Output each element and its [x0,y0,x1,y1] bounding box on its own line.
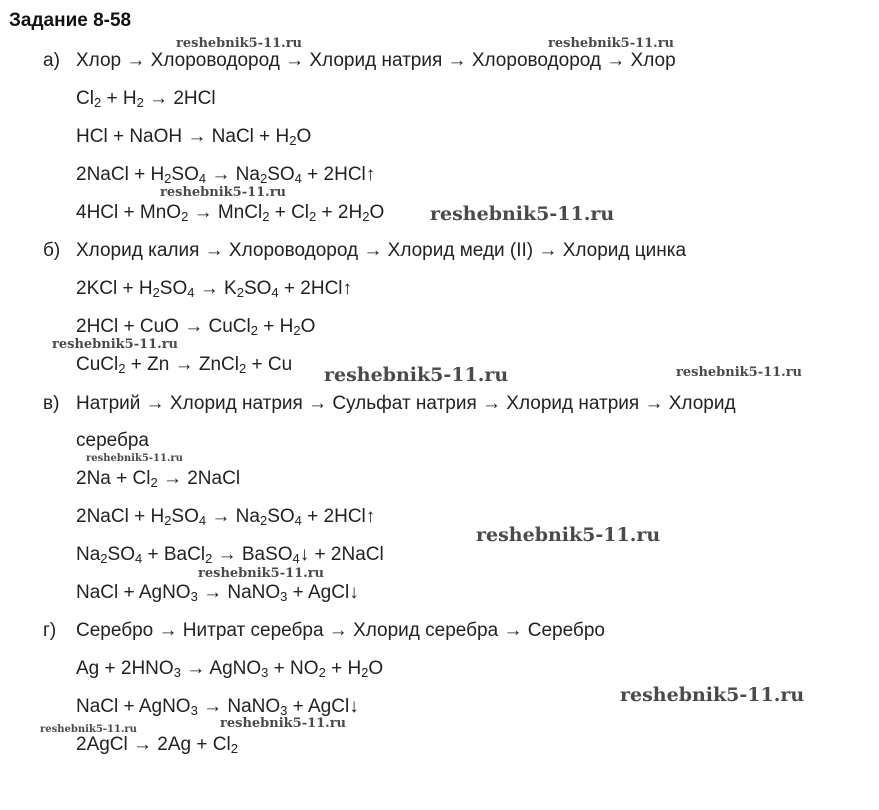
section-letter-g: г) [43,620,57,641]
formula-text: Ag + 2HNO [76,658,174,679]
formula-text: 2Na + Cl [76,468,151,489]
formula-text: Na [76,544,101,565]
subscript: 3 [173,665,181,680]
subscript: 3 [190,589,198,604]
formula-text: 2HCl + CuO → CuCl [76,316,251,337]
subscript: 2 [318,665,326,680]
subscript: 2 [118,361,126,376]
subscript: 2 [93,95,102,110]
formula-text: → 2HCl [143,88,216,109]
formula-text: 2KCl + H [76,278,153,299]
equation-line [76,354,292,376]
formula-text: O [368,658,384,679]
subscript: 2 [362,209,370,224]
formula-text: + 2HCl↑ [301,506,376,527]
formula-text: O [369,202,385,223]
equation-line [76,658,383,680]
equation-line [76,734,238,756]
subscript: 2 [238,361,247,376]
subscript: 3 [280,589,288,604]
watermark: reshebnik5-11.ru [86,453,183,464]
formula-text: HCl + NaOH → NaCl + H [76,126,290,147]
watermark: reshebnik5-11.ru [220,716,347,731]
subscript: 2 [309,209,317,224]
subscript: 3 [280,703,288,718]
formula-text: + Zn → ZnCl [125,354,239,375]
equation-line [76,582,359,604]
formula-text: + BaCl [142,544,206,565]
formula-text: SO [267,164,295,185]
formula-text: SO [159,278,188,299]
formula-text: → BaSO [212,544,293,565]
subscript: 2 [236,285,244,300]
watermark: reshebnik5-11.ru [476,524,661,546]
formula-text: 4HCl + MnO [76,202,182,223]
formula-text: → K [194,278,237,299]
subscript: 2 [152,285,160,300]
subscript: 4 [294,513,302,528]
formula-text: → 2NaCl [157,468,241,489]
section-letter-b: б) [43,240,61,261]
equation-line [76,506,375,528]
formula-text: SO [171,164,199,185]
equation-line [76,468,240,490]
section-v-chain: Натрий → Хлорид натрия → Сульфат натрия → Хлорид натрия → Хлорид [76,393,736,414]
formula-text: 2NaCl + H [76,164,165,185]
subscript: 4 [187,285,195,300]
formula-text: ↓ + 2NaCl [299,544,384,565]
section-letter-v: в) [43,393,60,414]
formula-text: + H [101,88,137,109]
formula-text: + 2HCl↑ [301,164,376,185]
subscript: 4 [292,551,300,566]
subscript: 2 [136,95,144,110]
formula-text: + Cl [269,202,310,223]
watermark: reshebnik5-11.ru [40,724,137,735]
task-title: Задание 8-58 [9,10,132,31]
formula-text: SO [171,506,199,527]
equation-line [76,126,311,148]
watermark: reshebnik5-11.ru [430,203,615,225]
formula-text: → AgNO [180,658,262,679]
section-a-chain: Хлор → Хлороводород → Хлорид натрия → Хлороводород → Хлор [76,50,676,71]
equation-line [76,316,315,338]
subscript: 2 [259,171,268,186]
formula-text: + AgCl↓ [287,582,359,603]
formula-text: O [300,316,316,337]
formula-text: SO [107,544,135,565]
watermark: reshebnik5-11.ru [548,36,675,51]
formula-text: + AgCl↓ [287,696,359,717]
subscript: 4 [198,513,207,528]
equation-line [76,202,384,224]
formula-text: NaCl + AgNO [76,696,191,717]
watermark: reshebnik5-11.ru [324,364,509,386]
subscript: 2 [164,513,172,528]
watermark: reshebnik5-11.ru [176,36,303,51]
formula-text: 2NaCl + H [76,506,165,527]
formula-text: SO [243,278,272,299]
subscript: 2 [262,209,270,224]
subscript: 2 [250,323,258,338]
formula-text: SO [267,506,295,527]
subscript: 2 [150,475,158,490]
section-b-chain: Хлорид калия → Хлороводород → Хлорид меди (II) → Хлорид цинка [76,240,687,261]
subscript: 3 [190,703,198,718]
formula-text: → NaNO [197,696,281,717]
formula-text: + 2HCl↑ [278,278,353,299]
subscript: 2 [289,133,297,148]
equation-line [76,164,375,186]
formula-text: → Na [206,164,260,185]
subscript: 2 [100,551,108,566]
section-g-chain: Серебро → Нитрат серебра → Хлорид серебра → Серебро [76,620,605,641]
formula-text: + NO [268,658,319,679]
subscript: 2 [181,209,189,224]
formula-text: + H [325,658,362,679]
formula-text: O [296,126,312,147]
formula-text: → NaNO [197,582,281,603]
subscript: 4 [198,171,207,186]
formula-text: CuCl [76,354,119,375]
subscript: 2 [259,513,268,528]
formula-text: 2AgCl → 2Ag + Cl [76,734,231,755]
subscript: 2 [230,741,238,756]
watermark: reshebnik5-11.ru [620,684,805,706]
formula-text: → Na [206,506,260,527]
subscript: 2 [205,551,213,566]
formula-text: NaCl + AgNO [76,582,191,603]
formula-text: Cl [76,88,94,109]
subscript: 4 [134,551,143,566]
formula-text: + 2H [316,202,363,223]
subscript: 2 [361,665,369,680]
subscript: 2 [164,171,172,186]
formula-text: + H [257,316,294,337]
equation-line [76,88,216,110]
subscript: 2 [293,323,301,338]
equation-line [76,278,352,300]
watermark: reshebnik5-11.ru [676,365,803,380]
subscript: 4 [294,171,302,186]
equation-line [76,544,384,566]
subscript: 4 [271,285,279,300]
formula-text: → MnCl [188,202,263,223]
watermark: reshebnik5-11.ru [160,185,287,200]
formula-text: + Cu [246,354,293,375]
subscript: 3 [261,665,269,680]
section-v-chain-continued: серебра [76,430,150,451]
watermark: reshebnik5-11.ru [52,337,179,352]
watermark: reshebnik5-11.ru [198,566,325,581]
equation-line [76,696,359,718]
section-letter-a: а) [43,50,60,71]
